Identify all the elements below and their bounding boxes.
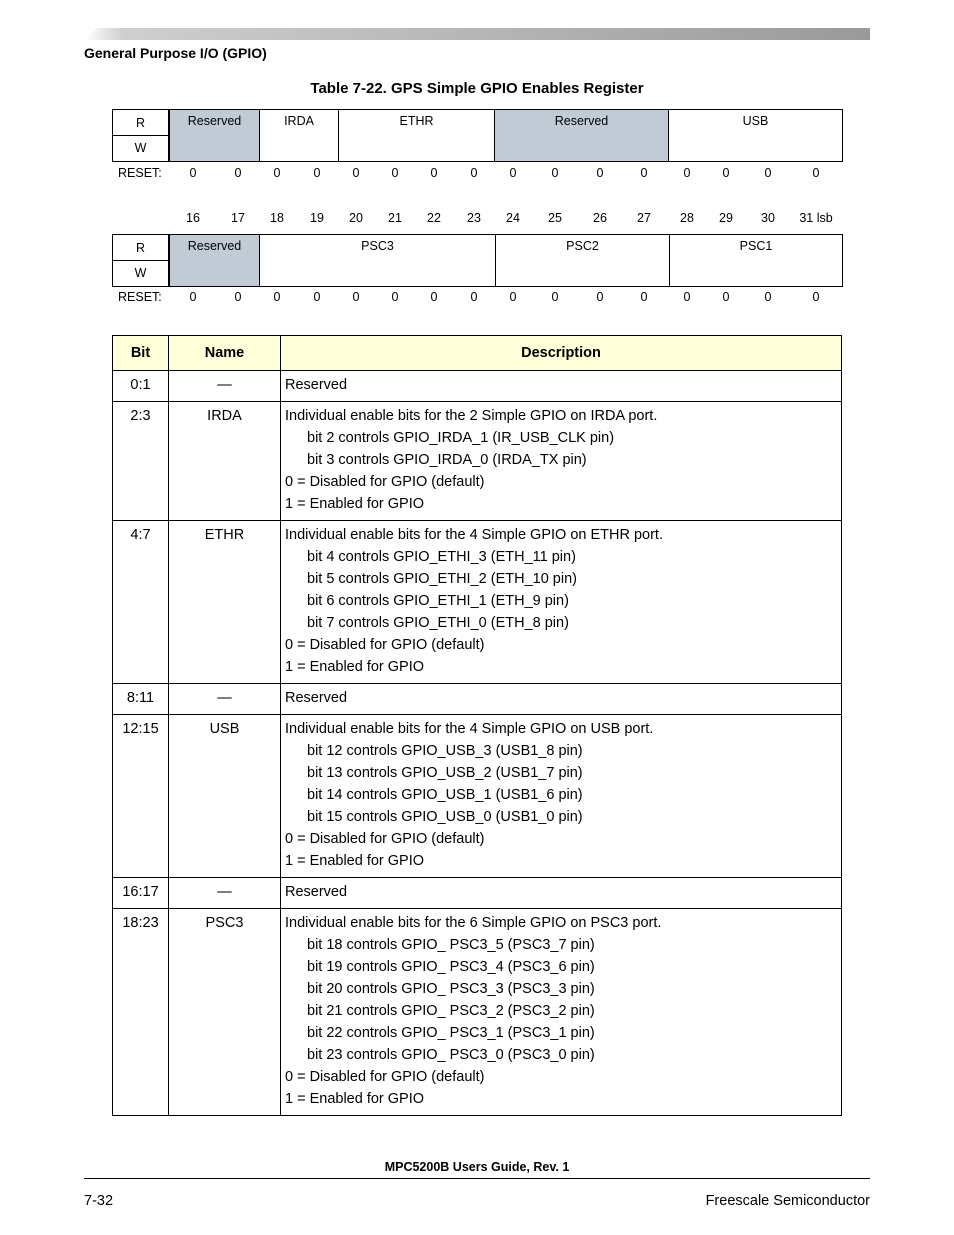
name-cell: IRDA (169, 402, 281, 521)
reset-value: 0 (189, 290, 197, 304)
description-cell (281, 715, 842, 878)
bit-number: 27 (637, 211, 651, 225)
field-psc2: PSC2 (495, 235, 669, 286)
field-reserved-8-11: Reserved (494, 110, 668, 161)
description-line: bit 22 controls GPIO_ PSC3_1 (PSC3_1 pin) (307, 1025, 595, 1041)
bit-number: 26 (593, 211, 607, 225)
description-line: bit 2 controls GPIO_IRDA_1 (IR_USB_CLK pin) (307, 430, 615, 446)
reset-value: 0 (683, 166, 691, 180)
reset-value: 0 (234, 290, 242, 304)
reset-value: 0 (273, 290, 281, 304)
description-line: bit 13 controls GPIO_USB_2 (USB1_7 pin) (307, 765, 583, 781)
description-line: bit 18 controls GPIO_ PSC3_5 (PSC3_7 pin) (307, 937, 595, 953)
header-name: Name (169, 336, 281, 371)
field-psc3: PSC3 (259, 235, 495, 286)
description-cell (281, 909, 842, 1116)
description-cell (281, 684, 842, 715)
description-line: Reserved (285, 377, 348, 393)
description-line: 0 = Disabled for GPIO (default) (285, 831, 485, 847)
header-bar (84, 28, 870, 40)
description-line: Individual enable bits for the 2 Simple GPIO on IRDA port. (285, 408, 658, 424)
description-line: bit 23 controls GPIO_ PSC3_0 (PSC3_0 pin) (307, 1047, 595, 1063)
bit-cell: 16:17 (113, 878, 169, 909)
description-line: bit 19 controls GPIO_ PSC3_4 (PSC3_6 pin) (307, 959, 595, 975)
table-row (113, 402, 842, 521)
table-row (113, 371, 842, 402)
bit-cell: 12:15 (113, 715, 169, 878)
field-irda: IRDA (259, 110, 338, 161)
table-row (113, 521, 842, 684)
table-row (113, 684, 842, 715)
reset-value: 0 (189, 166, 197, 180)
description-line: Individual enable bits for the 6 Simple GPIO on PSC3 port. (285, 915, 662, 931)
reset-value: 0 (764, 166, 772, 180)
table-row (113, 909, 842, 1116)
bit-cell: 0:1 (113, 371, 169, 402)
reset-value: 0 (470, 290, 478, 304)
write-label: W (113, 261, 169, 286)
reset-label: RESET: (118, 290, 162, 304)
reset-value: 0 (722, 290, 730, 304)
footer-page-number: 7-32 (84, 1193, 114, 1209)
description-cell (281, 371, 842, 402)
reset-row-lower (112, 290, 843, 306)
bit-number: 30 (761, 211, 775, 225)
description-line: bit 12 controls GPIO_USB_3 (USB1_8 pin) (307, 743, 583, 759)
description-line: bit 20 controls GPIO_ PSC3_3 (PSC3_3 pin) (307, 981, 595, 997)
description-line: bit 7 controls GPIO_ETHI_0 (ETH_8 pin) (307, 615, 569, 631)
reset-value: 0 (273, 166, 281, 180)
reset-row-upper (112, 166, 843, 182)
description-cell (281, 402, 842, 521)
field-psc1: PSC1 (669, 235, 842, 286)
description-line: bit 14 controls GPIO_USB_1 (USB1_6 pin) (307, 787, 583, 803)
name-cell: — (169, 878, 281, 909)
reset-value: 0 (470, 166, 478, 180)
reset-value: 0 (640, 290, 648, 304)
section-title: General Purpose I/O (GPIO) (84, 45, 267, 61)
description-line: bit 4 controls GPIO_ETHI_3 (ETH_11 pin) (307, 549, 576, 565)
reset-value: 0 (313, 166, 321, 180)
write-label: W (113, 136, 169, 161)
bit-cell: 4:7 (113, 521, 169, 684)
description-line: bit 15 controls GPIO_USB_0 (USB1_0 pin) (307, 809, 583, 825)
register-lower-grid (112, 234, 843, 287)
bit-cell: 18:23 (113, 909, 169, 1116)
name-cell: — (169, 371, 281, 402)
reset-value: 0 (812, 290, 820, 304)
reset-value: 0 (352, 290, 360, 304)
description-line: Individual enable bits for the 4 Simple GPIO on USB port. (285, 721, 654, 737)
reset-value: 0 (722, 166, 730, 180)
reset-value: 0 (430, 290, 438, 304)
description-line: 1 = Enabled for GPIO (285, 496, 425, 512)
bit-number: 31 lsb (799, 211, 833, 225)
reset-value: 0 (313, 290, 321, 304)
bit-cell: 2:3 (113, 402, 169, 521)
footer-divider (84, 1178, 870, 1179)
description-line: 1 = Enabled for GPIO (285, 1091, 425, 1107)
bit-number: 29 (719, 211, 733, 225)
description-line: 0 = Disabled for GPIO (default) (285, 1069, 485, 1085)
reset-value: 0 (551, 166, 559, 180)
field-reserved-0-1: Reserved (169, 110, 259, 161)
reset-value: 0 (764, 290, 772, 304)
reset-value: 0 (509, 290, 517, 304)
description-line: bit 3 controls GPIO_IRDA_0 (IRDA_TX pin) (307, 452, 587, 468)
table-title: Table 7-22. GPS Simple GPIO Enables Register (310, 80, 644, 97)
read-label: R (113, 235, 169, 261)
bit-number: 20 (349, 211, 363, 225)
name-cell: USB (169, 715, 281, 878)
reset-value: 0 (430, 166, 438, 180)
bit-number: 17 (231, 211, 245, 225)
reset-value: 0 (596, 290, 604, 304)
field-reserved-16-17: Reserved (169, 235, 259, 286)
description-line: Reserved (285, 690, 348, 706)
reset-value: 0 (640, 166, 648, 180)
description-line: Individual enable bits for the 4 Simple GPIO on ETHR port. (285, 527, 663, 543)
bit-number: 18 (270, 211, 284, 225)
description-cell (281, 878, 842, 909)
bit-number: 23 (467, 211, 481, 225)
bit-cell: 8:11 (113, 684, 169, 715)
bit-number: 22 (427, 211, 441, 225)
description-line: bit 6 controls GPIO_ETHI_1 (ETH_9 pin) (307, 593, 569, 609)
footer-doc-title: MPC5200B Users Guide, Rev. 1 (384, 1160, 570, 1174)
bit-number: 28 (680, 211, 694, 225)
header-description: Description (281, 336, 842, 371)
name-cell: PSC3 (169, 909, 281, 1116)
bit-number: 19 (310, 211, 324, 225)
description-line: 1 = Enabled for GPIO (285, 659, 425, 675)
bit-number: 25 (548, 211, 562, 225)
reset-value: 0 (509, 166, 517, 180)
reset-label: RESET: (118, 166, 162, 180)
description-cell (281, 521, 842, 684)
table-header-row (113, 336, 842, 371)
bit-description-table (112, 335, 842, 1116)
description-line: 0 = Disabled for GPIO (default) (285, 637, 485, 653)
reset-value: 0 (683, 290, 691, 304)
bit-number-row (112, 211, 843, 227)
table-row (113, 878, 842, 909)
register-upper-grid (112, 109, 843, 162)
register-upper (112, 109, 843, 162)
name-cell: ETHR (169, 521, 281, 684)
register-lower (112, 234, 843, 287)
description-line: 0 = Disabled for GPIO (default) (285, 474, 485, 490)
field-ethr: ETHR (338, 110, 494, 161)
bit-number: 24 (506, 211, 520, 225)
reset-value: 0 (551, 290, 559, 304)
footer-company: Freescale Semiconductor (705, 1193, 870, 1209)
field-usb: USB (668, 110, 842, 161)
bit-number: 21 (388, 211, 402, 225)
description-line: bit 5 controls GPIO_ETHI_2 (ETH_10 pin) (307, 571, 577, 587)
description-line: bit 21 controls GPIO_ PSC3_2 (PSC3_2 pin) (307, 1003, 595, 1019)
name-cell: — (169, 684, 281, 715)
reset-value: 0 (812, 166, 820, 180)
description-line: 1 = Enabled for GPIO (285, 853, 425, 869)
reset-value: 0 (596, 166, 604, 180)
reset-value: 0 (234, 166, 242, 180)
header-bit: Bit (113, 336, 169, 371)
reset-value: 0 (391, 290, 399, 304)
description-line: Reserved (285, 884, 348, 900)
read-label: R (113, 110, 169, 136)
bit-number: 16 (186, 211, 200, 225)
table-row (113, 715, 842, 878)
reset-value: 0 (391, 166, 399, 180)
reset-value: 0 (352, 166, 360, 180)
